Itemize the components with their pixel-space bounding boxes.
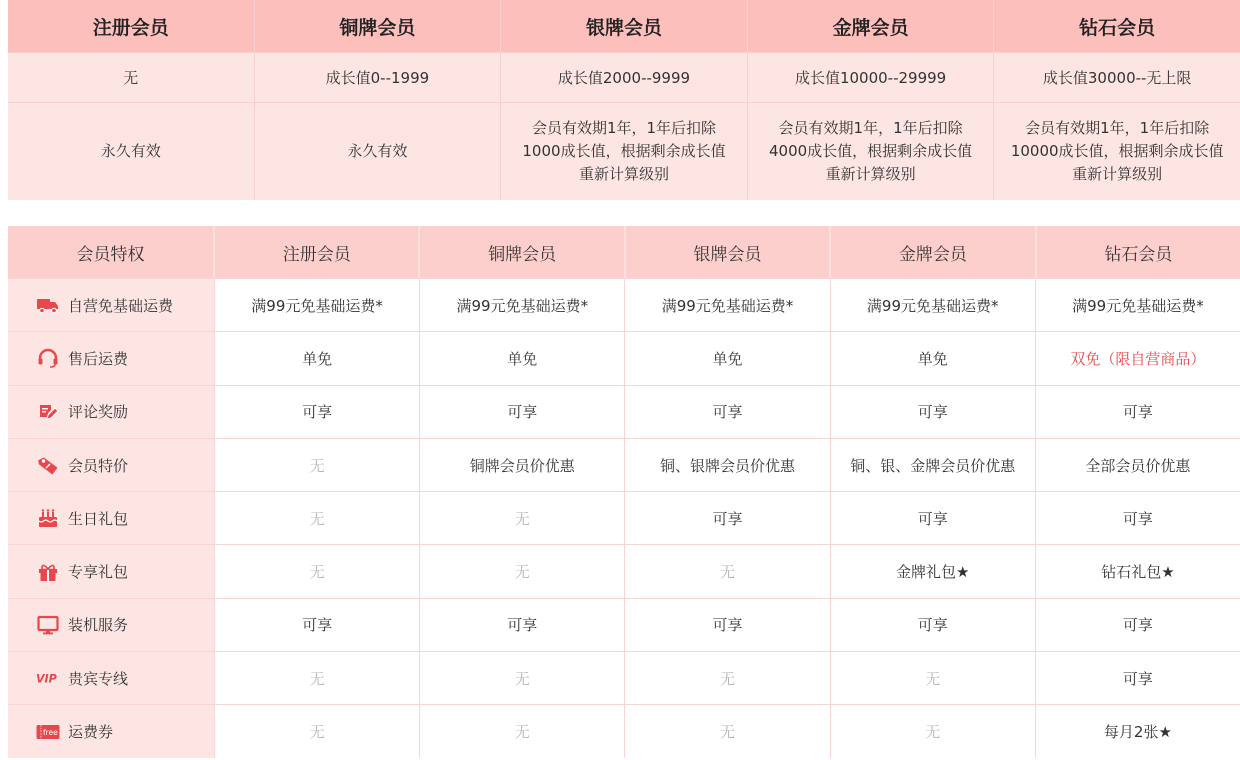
level-header-diamond: 钻石会员 <box>1079 16 1156 39</box>
privilege-value-cell: 可享 <box>1035 652 1240 704</box>
privilege-label-cell <box>8 652 214 704</box>
validity-text: 会员有效期1年，1年后扣除 10000成长值，根据剩余成长值 重新计算级别 <box>1010 119 1224 183</box>
validity-silver <box>501 103 748 200</box>
privilege-value-cell: 满99元免基础运费* <box>214 279 419 331</box>
growth-bronze: 成长值0--1999 <box>255 53 502 102</box>
privilege-label: 评论奖励 <box>68 403 129 422</box>
validity-text: 永久有效 <box>347 142 408 160</box>
table-row <box>8 438 1240 491</box>
privilege-label-cell <box>8 545 214 597</box>
privilege-value-cell: 满99元免基础运费* <box>419 279 624 331</box>
privileges-header-label: 会员特权 <box>8 226 214 278</box>
privileges-col-diamond: 钻石会员 <box>1036 226 1240 278</box>
privilege-value-cell: 无 <box>624 652 829 704</box>
privilege-value-cell: 单免 <box>830 332 1035 384</box>
level-header-gold: 金牌会员 <box>748 0 995 52</box>
privilege-value-cell: 无 <box>214 492 419 544</box>
free-coupon-icon <box>36 721 60 743</box>
privilege-label: 装机服务 <box>68 616 129 635</box>
privilege-value-cell: 铜牌会员价优惠 <box>419 439 624 491</box>
level-header-bronze: 铜牌会员 <box>255 0 502 52</box>
privilege-value-cell: 无 <box>419 705 624 757</box>
privilege-value-cell: 满99元免基础运费* <box>830 279 1035 331</box>
privilege-value-cell: 无 <box>419 545 624 597</box>
privilege-label: 会员特价 <box>68 456 129 475</box>
privilege-value-cell: 铜、银、金牌会员价优惠 <box>830 439 1035 491</box>
privilege-value-cell: 可享 <box>624 386 829 438</box>
price-tag-icon <box>36 454 60 476</box>
privileges-col-registered: 注册会员 <box>214 226 419 278</box>
privilege-value-cell: 满99元免基础运费* <box>1035 279 1240 331</box>
privilege-value-cell: 可享 <box>830 492 1035 544</box>
levels-validity-row <box>8 102 1240 200</box>
privilege-label-cell <box>8 279 214 331</box>
levels-growth-row <box>8 52 1240 102</box>
privilege-value-cell: 单免 <box>214 332 419 384</box>
validity-diamond <box>994 103 1240 200</box>
svg-text:VIP: VIP <box>36 672 57 686</box>
table-row <box>8 278 1240 331</box>
privileges-col-silver: 银牌会员 <box>625 226 830 278</box>
privilege-value-cell: 可享 <box>624 492 829 544</box>
privilege-value-cell: 可享 <box>419 386 624 438</box>
privilege-value-cell: 无 <box>214 705 419 757</box>
privilege-label-cell <box>8 705 214 757</box>
growth-registered: 无 <box>8 53 255 102</box>
privileges-col-bronze: 铜牌会员 <box>419 226 624 278</box>
privilege-label-cell <box>8 492 214 544</box>
privilege-value-cell: 无 <box>214 652 419 704</box>
privilege-label: 运费券 <box>68 723 114 742</box>
privilege-label-cell <box>8 386 214 438</box>
privilege-label: 售后运费 <box>68 349 129 368</box>
privilege-value-cell: 无 <box>214 439 419 491</box>
growth-silver: 成长值2000--9999 <box>501 53 748 102</box>
growth-diamond: 成长值30000--无上限 <box>1042 69 1192 87</box>
privilege-value-cell: 可享 <box>1035 492 1240 544</box>
privilege-value-cell: 双免（限自营商品） <box>1035 332 1240 384</box>
privilege-value-cell: 可享 <box>624 599 829 651</box>
headset-icon <box>36 347 60 369</box>
privilege-label: 生日礼包 <box>68 509 129 528</box>
privilege-value-cell: 可享 <box>1035 599 1240 651</box>
privilege-value-cell: 可享 <box>419 599 624 651</box>
table-row <box>8 598 1240 651</box>
privilege-value-cell: 每月2张★ <box>1035 705 1240 757</box>
privilege-value-cell: 可享 <box>1035 386 1240 438</box>
privilege-value-cell: 铜、银牌会员价优惠 <box>624 439 829 491</box>
privilege-value-cell: 无 <box>830 652 1035 704</box>
privilege-label: 贵宾专线 <box>68 669 129 688</box>
privilege-value-cell: 单免 <box>419 332 624 384</box>
membership-levels-table <box>8 0 1240 200</box>
privilege-value-cell: 满99元免基础运费* <box>624 279 829 331</box>
growth-gold: 成长值10000--29999 <box>748 53 995 102</box>
privilege-value-cell: 可享 <box>214 599 419 651</box>
validity-gold <box>748 103 995 200</box>
privileges-header-row <box>8 226 1240 278</box>
privilege-value-cell: 无 <box>830 705 1035 757</box>
privileges-col-gold: 金牌会员 <box>830 226 1035 278</box>
privilege-label: 自营免基础运费 <box>68 296 174 315</box>
privilege-value-cell: 可享 <box>830 599 1035 651</box>
comment-edit-icon <box>36 401 60 423</box>
privilege-label-cell <box>8 439 214 491</box>
privilege-value-cell: 可享 <box>214 386 419 438</box>
privilege-value-cell: 钻石礼包★ <box>1035 545 1240 597</box>
vip-icon <box>36 667 60 689</box>
privilege-label-cell <box>8 332 214 384</box>
table-row <box>8 651 1240 704</box>
gift-icon <box>36 561 60 583</box>
birthday-cake-icon <box>36 507 60 529</box>
table-row <box>8 491 1240 544</box>
privilege-value-cell: 全部会员价优惠 <box>1035 439 1240 491</box>
membership-privileges-table <box>8 226 1240 758</box>
validity-text: 会员有效期1年，1年后扣除 1000成长值，根据剩余成长值 重新计算级别 <box>522 119 726 183</box>
validity-bronze <box>255 103 502 200</box>
level-header-silver: 银牌会员 <box>501 0 748 52</box>
levels-header-row <box>8 0 1240 52</box>
level-header-registered: 注册会员 <box>8 0 255 52</box>
privilege-value-cell: 可享 <box>830 386 1035 438</box>
svg-text:free: free <box>43 727 58 737</box>
privilege-value-cell: 无 <box>419 492 624 544</box>
table-row <box>8 704 1240 757</box>
privileges-body <box>8 278 1240 758</box>
privilege-value-cell: 金牌礼包★ <box>830 545 1035 597</box>
truck-icon <box>36 294 60 316</box>
table-row <box>8 331 1240 384</box>
validity-registered <box>8 103 255 200</box>
validity-text: 永久有效 <box>100 142 161 160</box>
validity-text: 会员有效期1年，1年后扣除 4000成长值，根据剩余成长值 重新计算级别 <box>768 119 973 183</box>
privilege-value-cell: 无 <box>624 705 829 757</box>
table-row <box>8 544 1240 597</box>
privilege-value-cell: 无 <box>624 545 829 597</box>
privilege-label: 专享礼包 <box>68 563 129 582</box>
privilege-value-cell: 无 <box>419 652 624 704</box>
privilege-value-cell: 无 <box>214 545 419 597</box>
monitor-icon <box>36 614 60 636</box>
table-row <box>8 385 1240 438</box>
privilege-value-cell: 单免 <box>624 332 829 384</box>
privilege-label-cell <box>8 599 214 651</box>
